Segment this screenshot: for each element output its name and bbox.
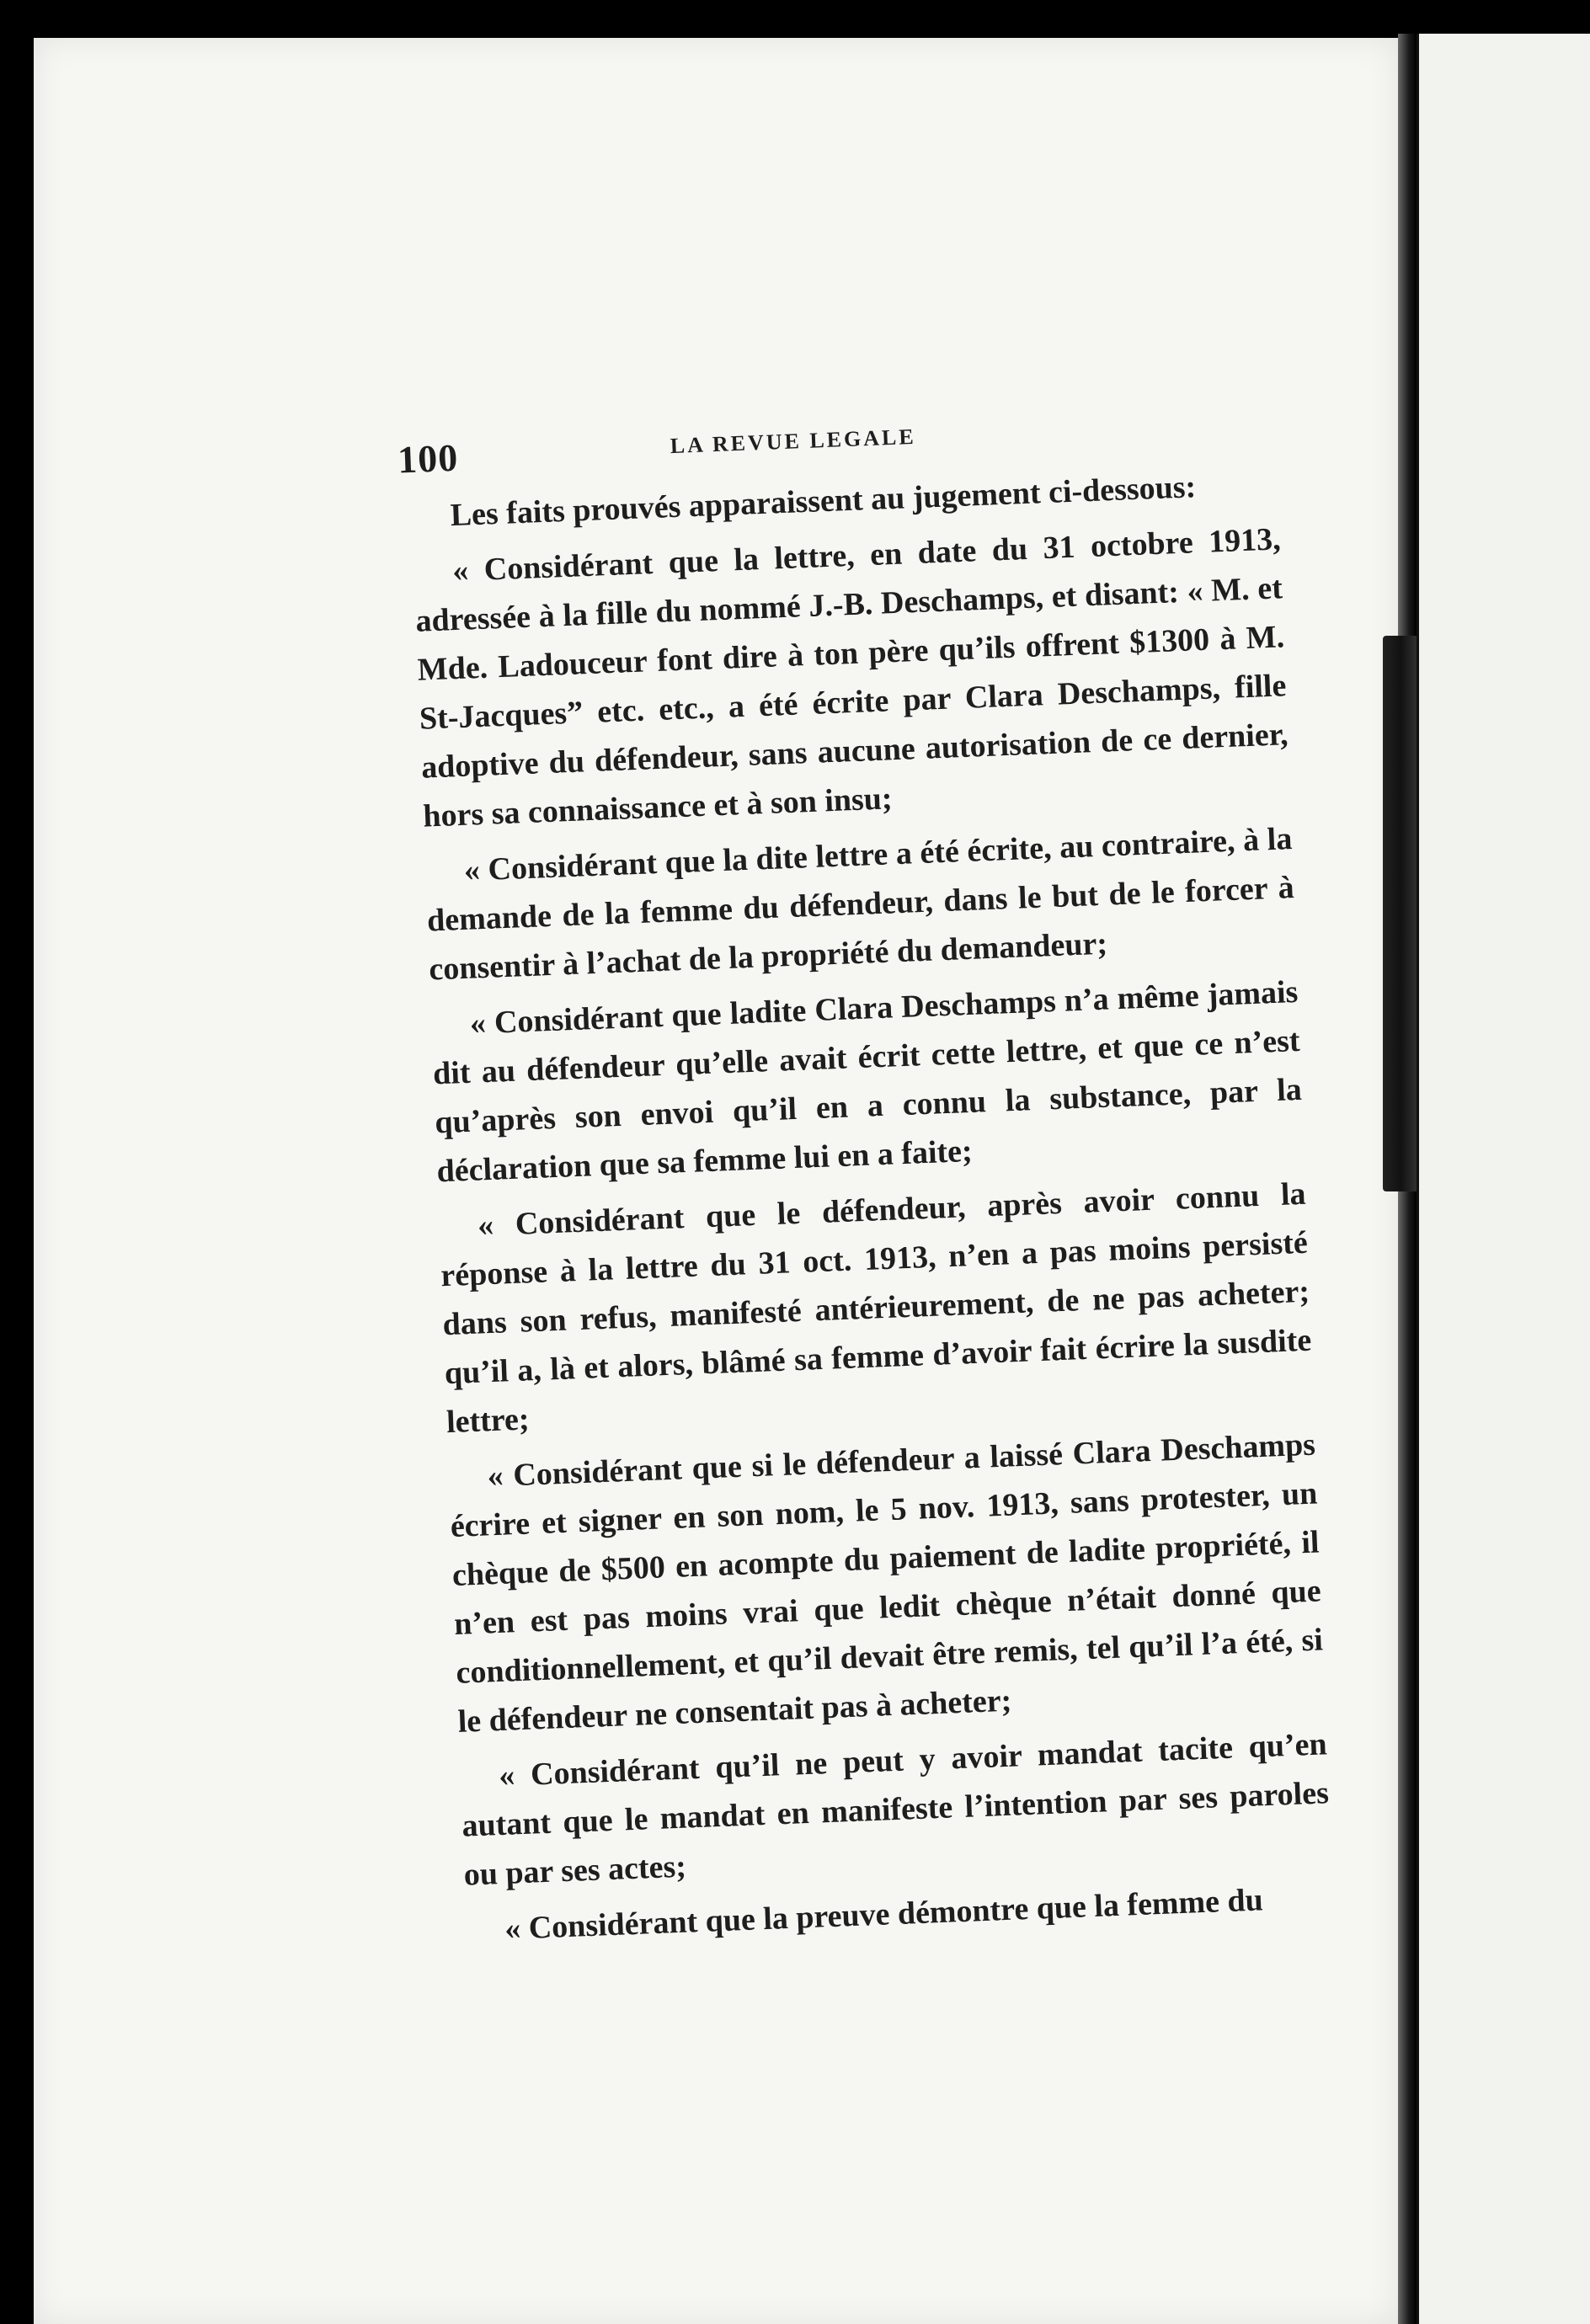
paragraph-intro: Les faits prouvés apparaissent au jugement ci-dessous:	[449, 469, 1197, 534]
left-page	[34, 38, 1398, 2324]
binding-tape	[1383, 636, 1418, 1191]
paragraph-considerant-1: « Considérant que la lettre, en date du 31 octobre 1913, adressée à la fille du nommé J.-B. Deschamps, et disant: « M. et Mde. Ladouceur font dire à ton père qu’ils offrent $1300 à M. St-Jacques” etc. etc., a été écrite par Clara Deschamps, fille adoptive du défendeur, sans aucune autorisation de ce dernier, hors sa connaissance et à son insu;	[414, 521, 1289, 834]
paragraph-considerant-7: « Considérant que la preuve démontre que la femme du	[504, 1882, 1264, 1947]
paragraph-considerant-2: « Considérant que la dite lettre a été écrite, au contraire, à la demande de la femme du défendeur, dans le but de le forcer à consentir à l’achat de la propriété du demandeur;	[426, 821, 1295, 988]
page-number: 100	[397, 435, 460, 482]
paragraph-considerant-6: « Considérant qu’il ne peut y avoir mandat tacite qu’en autant que le mandat en manifeste l’intention par ses paroles ou par ses actes;	[461, 1726, 1330, 1893]
paragraph-considerant-3: « Considérant que ladite Clara Deschamps n’a même jamais dit au défendeur qu’elle avait écrit cette lettre, et que ce n’est qu’après son envoi qu’il en a connu la substance, par la déclaration que sa femme lui en a faite;	[432, 973, 1303, 1190]
paragraph-considerant-4: « Considérant que le défendeur, après avoir connu la réponse à la lettre du 31 oct. 1913, n’en a pas moins persisté dans son refus, manifesté antérieurement, de ne pas acheter; qu’il a, là et alors, blâmé sa femme d’avoir fait écrire la susdite lettre;	[440, 1175, 1312, 1441]
page-text-block	[397, 400, 1334, 1954]
right-page-edge	[1417, 34, 1590, 2324]
running-title: LA REVUE LEGALE	[670, 424, 917, 459]
paragraph-considerant-5: « Considérant que si le défendeur a laissé Clara Deschamps écrire et signer en son nom, le 5 nov. 1913, sans protester, un chèque de $500 en acompte du paiement de ladite propriété, il n’en est pas moins vrai que ledit chèque n’était donné que conditionnellement, et qu’il devait être remis, tel qu’il l’a été, si le défendeur ne consentait pas à acheter;	[450, 1426, 1324, 1740]
